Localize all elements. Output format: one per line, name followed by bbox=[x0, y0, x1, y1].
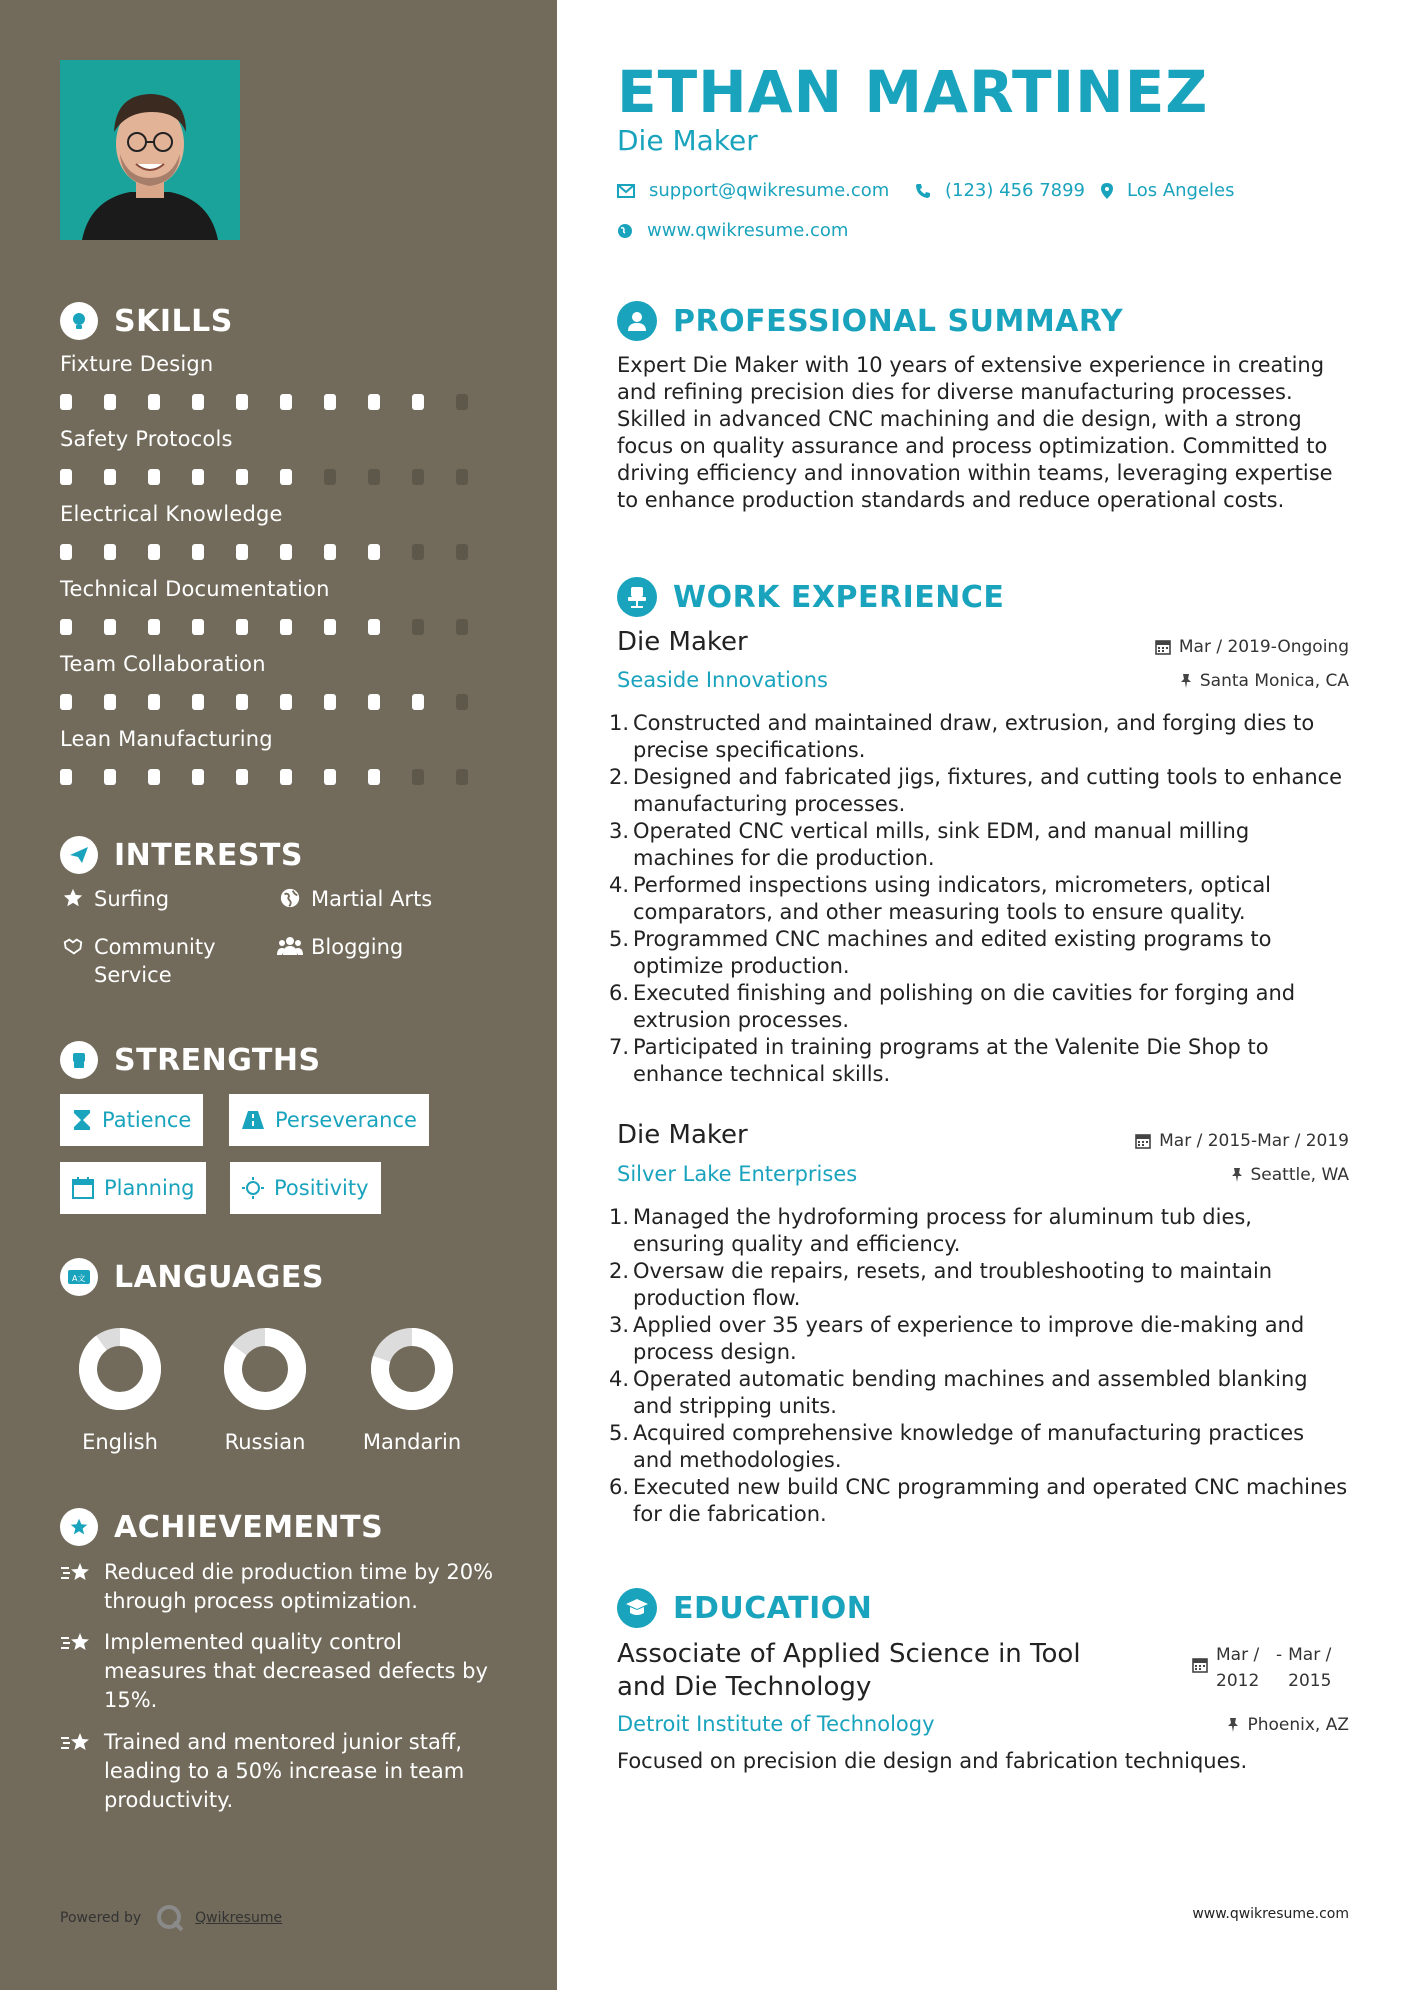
achievement-text: Implemented quality control measures that decreased defects by 15%. bbox=[104, 1630, 488, 1712]
job-location-text: Santa Monica, CA bbox=[1199, 671, 1349, 691]
rating-dot-filled bbox=[148, 469, 160, 485]
interest-item bbox=[60, 933, 244, 989]
rating-dot-filled bbox=[324, 544, 336, 560]
calendar-icon bbox=[1155, 639, 1171, 655]
date-separator: - bbox=[1276, 1645, 1283, 1665]
rating-dot-filled bbox=[280, 544, 292, 560]
powered-by bbox=[60, 1903, 282, 1933]
rating-dot-filled bbox=[192, 619, 204, 635]
education-end: Mar / 2015 bbox=[1288, 1645, 1332, 1691]
job-dates-text: Mar / 2019-Ongoing bbox=[1178, 637, 1349, 657]
rating-dot-filled bbox=[368, 769, 380, 785]
interests-heading-text: INTERESTS bbox=[114, 837, 303, 873]
rating-dot-filled bbox=[104, 619, 116, 635]
achievements-heading bbox=[60, 1508, 383, 1546]
education-degree: Associate of Applied Science in Tool and Die Technology bbox=[617, 1639, 1081, 1702]
paper-plane-icon bbox=[60, 836, 98, 874]
skills-heading-text: SKILLS bbox=[114, 303, 233, 339]
rating-dot-filled bbox=[60, 769, 72, 785]
skill-item bbox=[60, 352, 500, 410]
lightbulb-icon bbox=[60, 302, 98, 340]
education-dates bbox=[1192, 1642, 1342, 1694]
achievement-item bbox=[60, 1728, 500, 1815]
interest-item bbox=[277, 885, 461, 913]
summary-heading bbox=[617, 301, 1123, 341]
job-location-text: Seattle, WA bbox=[1250, 1165, 1349, 1185]
rating-dot-filled bbox=[60, 469, 72, 485]
job-title: Die Maker bbox=[617, 627, 748, 657]
rating-dot-filled bbox=[148, 394, 160, 410]
rating-dot-filled bbox=[324, 694, 336, 710]
job-location bbox=[1231, 1165, 1350, 1185]
achievement-text: Trained and mentored junior staff, leading to a 50% increase in team productivity. bbox=[104, 1730, 465, 1812]
skill-item bbox=[60, 727, 500, 785]
languages-heading-text: LANGUAGES bbox=[114, 1259, 324, 1295]
skill-name: Safety Protocols bbox=[60, 427, 233, 451]
rating-dot-empty bbox=[412, 469, 424, 485]
rating-dot-filled bbox=[148, 769, 160, 785]
interest-item bbox=[277, 933, 461, 961]
job-company: Silver Lake Enterprises bbox=[617, 1162, 858, 1186]
contact-location bbox=[1101, 180, 1235, 201]
rating-dot-filled bbox=[148, 694, 160, 710]
achievement-item bbox=[60, 1628, 500, 1715]
website-text: www.qwikresume.com bbox=[647, 220, 849, 241]
rating-dot-empty bbox=[456, 394, 468, 410]
rating-dot-filled bbox=[280, 469, 292, 485]
job-title: Die Maker bbox=[617, 1120, 748, 1150]
education-description: Focused on precision die design and fabrication techniques. bbox=[617, 1749, 1248, 1773]
rating-dot-filled bbox=[412, 394, 424, 410]
trophy-star-icon bbox=[60, 1508, 98, 1546]
achievement-item bbox=[60, 1558, 500, 1616]
rating-dot-empty bbox=[368, 469, 380, 485]
list-item: 7. Participated in training programs at the Valenite Die Shop to enhance technical skills. bbox=[608, 1035, 1269, 1086]
skill-name: Technical Documentation bbox=[60, 577, 330, 601]
education-school: Detroit Institute of Technology bbox=[617, 1712, 935, 1736]
strength-badge bbox=[60, 1162, 206, 1214]
rating-dot-empty bbox=[324, 469, 336, 485]
rating-dot-filled bbox=[104, 694, 116, 710]
interest-label: Martial Arts bbox=[311, 887, 433, 911]
shooting-star-icon bbox=[60, 1728, 104, 1815]
svg-text:A文: A文 bbox=[72, 1274, 86, 1283]
rating-dot-empty bbox=[456, 694, 468, 710]
language-item bbox=[60, 1326, 180, 1454]
education-heading bbox=[617, 1588, 872, 1628]
rating-dot-filled bbox=[192, 544, 204, 560]
rating-dot-filled bbox=[368, 619, 380, 635]
main-content bbox=[608, 0, 1349, 1990]
interests-heading bbox=[60, 836, 303, 874]
skill-item bbox=[60, 577, 500, 635]
skill-rating bbox=[60, 694, 500, 710]
star-icon bbox=[60, 885, 86, 909]
shooting-star-icon bbox=[60, 1558, 104, 1616]
pushpin-icon bbox=[1231, 1167, 1243, 1183]
rating-dot-filled bbox=[148, 544, 160, 560]
users-icon bbox=[277, 933, 303, 957]
strengths-heading bbox=[60, 1041, 321, 1079]
job-dates-text: Mar / 2015-Mar / 2019 bbox=[1159, 1131, 1349, 1151]
rating-dot-filled bbox=[60, 619, 72, 635]
rating-dot-filled bbox=[236, 619, 248, 635]
globe-icon bbox=[277, 885, 303, 909]
rating-dot-filled bbox=[324, 394, 336, 410]
map-marker-icon bbox=[1101, 183, 1113, 199]
experience-heading-text: WORK EXPERIENCE bbox=[673, 579, 1005, 615]
education-heading-text: EDUCATION bbox=[673, 1590, 873, 1626]
rating-dot-filled bbox=[324, 619, 336, 635]
rating-dot-empty bbox=[412, 619, 424, 635]
language-item bbox=[205, 1326, 325, 1454]
strength-badge bbox=[230, 1162, 381, 1214]
list-item: 6. Executed finishing and polishing on die cavities for forging and extrusion processes. bbox=[608, 981, 1296, 1032]
rating-dot-empty bbox=[456, 619, 468, 635]
profile-photo bbox=[60, 60, 240, 240]
portrait-image bbox=[60, 60, 240, 240]
job-location bbox=[1180, 671, 1349, 691]
skill-item bbox=[60, 502, 500, 560]
rating-dot-filled bbox=[60, 394, 72, 410]
rating-dot-filled bbox=[280, 619, 292, 635]
strength-label: Perseverance bbox=[275, 1108, 417, 1132]
pushpin-icon bbox=[1227, 1717, 1239, 1733]
hourglass-icon bbox=[72, 1109, 92, 1131]
rating-dot-filled bbox=[280, 694, 292, 710]
rating-dot-filled bbox=[104, 769, 116, 785]
education-location bbox=[1227, 1715, 1349, 1735]
strengths-heading-text: STRENGTHS bbox=[114, 1042, 321, 1078]
rating-dot-filled bbox=[104, 469, 116, 485]
list-item: 3. Applied over 35 years of experience to improve die-making and process design. bbox=[608, 1313, 1305, 1364]
rating-dot-filled bbox=[280, 769, 292, 785]
powered-by-text: Powered by bbox=[60, 1910, 142, 1926]
rating-dot-filled bbox=[236, 769, 248, 785]
list-item: 5. Acquired comprehensive knowledge of manufacturing practices and methodologies. bbox=[608, 1421, 1305, 1472]
road-icon bbox=[241, 1109, 265, 1131]
qwikresume-logo-icon bbox=[155, 1903, 185, 1933]
graduation-icon bbox=[617, 1588, 657, 1628]
interest-label: Blogging bbox=[311, 935, 404, 959]
pushpin-icon bbox=[1180, 673, 1192, 689]
list-item: 5. Programmed CNC machines and edited existing programs to optimize production. bbox=[608, 927, 1272, 978]
rating-dot-filled bbox=[280, 394, 292, 410]
interest-item bbox=[60, 885, 244, 913]
skill-rating bbox=[60, 394, 500, 410]
rating-dot-filled bbox=[192, 469, 204, 485]
candidate-name: ETHAN MARTINEZ bbox=[617, 58, 1209, 126]
list-item: 6. Executed new build CNC programming and operated CNC machines for die fabrication. bbox=[608, 1475, 1348, 1526]
language-label: English bbox=[82, 1430, 158, 1454]
list-item: 1. Managed the hydroforming process for aluminum tub dies, ensuring quality and efficiency. bbox=[608, 1205, 1252, 1256]
strength-label: Positivity bbox=[274, 1176, 369, 1200]
rating-dot-filled bbox=[368, 544, 380, 560]
sidebar bbox=[0, 0, 557, 1990]
strength-label: Planning bbox=[104, 1176, 195, 1200]
calendar-icon bbox=[1135, 1133, 1151, 1149]
location-text: Los Angeles bbox=[1127, 180, 1235, 201]
achievement-text: Reduced die production time by 20% through process optimization. bbox=[104, 1560, 494, 1613]
candidate-role: Die Maker bbox=[617, 124, 758, 157]
phone-icon bbox=[915, 183, 931, 199]
skill-name: Fixture Design bbox=[60, 352, 214, 376]
rating-dot-empty bbox=[456, 544, 468, 560]
email-text: support@qwikresume.com bbox=[649, 180, 890, 201]
strength-badge bbox=[229, 1094, 429, 1146]
rating-dot-filled bbox=[104, 394, 116, 410]
envelope-icon bbox=[617, 184, 635, 198]
interest-label: Surfing bbox=[94, 887, 170, 911]
translate-icon bbox=[60, 1258, 98, 1296]
list-item: 2. Oversaw die repairs, resets, and troubleshooting to maintain production flow. bbox=[608, 1259, 1273, 1310]
contact-email[interactable] bbox=[617, 180, 889, 201]
rating-dot-filled bbox=[324, 769, 336, 785]
contact-phone[interactable] bbox=[915, 180, 1085, 201]
contact-website[interactable] bbox=[617, 220, 848, 241]
rating-dot-empty bbox=[412, 769, 424, 785]
rating-dot-filled bbox=[236, 469, 248, 485]
skill-rating bbox=[60, 469, 500, 485]
user-icon bbox=[617, 301, 657, 341]
calendar-icon bbox=[72, 1177, 94, 1199]
language-ring bbox=[77, 1326, 163, 1412]
rating-dot-filled bbox=[192, 394, 204, 410]
language-item bbox=[352, 1326, 472, 1454]
rating-dot-filled bbox=[368, 394, 380, 410]
rating-dot-filled bbox=[236, 694, 248, 710]
education-start: Mar / 2012 bbox=[1216, 1645, 1260, 1691]
list-item: 4. Performed inspections using indicators, micrometers, optical comparators, and other measuring tools to ensure quality. bbox=[608, 873, 1272, 924]
job-responsibilities bbox=[608, 710, 1349, 1088]
rating-dot-empty bbox=[412, 544, 424, 560]
achievements-heading-text: ACHIEVEMENTS bbox=[114, 1509, 384, 1545]
sun-icon bbox=[242, 1177, 264, 1199]
rating-dot-filled bbox=[192, 694, 204, 710]
skill-name: Team Collaboration bbox=[60, 652, 266, 676]
rating-dot-filled bbox=[148, 619, 160, 635]
skill-item bbox=[60, 427, 500, 485]
rating-dot-filled bbox=[60, 544, 72, 560]
strength-badge bbox=[60, 1094, 203, 1146]
summary-heading-text: PROFESSIONAL SUMMARY bbox=[673, 303, 1124, 339]
skill-rating bbox=[60, 544, 500, 560]
rating-dot-filled bbox=[368, 694, 380, 710]
fist-icon bbox=[60, 1041, 98, 1079]
rating-dot-empty bbox=[456, 769, 468, 785]
rating-dot-empty bbox=[456, 469, 468, 485]
list-item: 1. Constructed and maintained draw, extrusion, and forging dies to precise specifications. bbox=[608, 711, 1315, 762]
job-dates bbox=[1135, 1131, 1349, 1151]
list-item: 4. Operated automatic bending machines and assembled blanking and stripping units. bbox=[608, 1367, 1308, 1418]
skill-name: Electrical Knowledge bbox=[60, 502, 283, 526]
footer-website[interactable]: www.qwikresume.com bbox=[1192, 1906, 1349, 1922]
strength-label: Patience bbox=[102, 1108, 192, 1132]
rating-dot-filled bbox=[236, 394, 248, 410]
phone-text: (123) 456 7899 bbox=[945, 180, 1086, 201]
language-ring bbox=[222, 1326, 308, 1412]
interest-label: Community Service bbox=[94, 935, 216, 987]
office-chair-icon bbox=[617, 577, 657, 617]
education-location-text: Phoenix, AZ bbox=[1247, 1715, 1349, 1735]
job-dates bbox=[1155, 637, 1349, 657]
calendar-icon bbox=[1192, 1657, 1208, 1673]
job-responsibilities bbox=[608, 1204, 1349, 1528]
rating-dot-filled bbox=[412, 694, 424, 710]
language-label: Mandarin bbox=[362, 1430, 462, 1454]
languages-heading bbox=[60, 1258, 324, 1296]
job-company: Seaside Innovations bbox=[617, 668, 828, 692]
rating-dot-filled bbox=[104, 544, 116, 560]
skill-rating bbox=[60, 619, 500, 635]
rating-dot-filled bbox=[60, 694, 72, 710]
language-label: Russian bbox=[224, 1430, 306, 1454]
skill-item bbox=[60, 652, 500, 710]
skill-name: Lean Manufacturing bbox=[60, 727, 273, 751]
rating-dot-filled bbox=[192, 769, 204, 785]
qwikresume-link[interactable]: Qwikresume bbox=[195, 1910, 283, 1926]
summary-text: Expert Die Maker with 10 years of extensive experience in creating and refining precision dies for diverse manufacturing processes. Skilled in advanced CNC machining and die design, with a strong focus on quality assurance and process optimization. Committed to driving efficiency and innovation within teams, leveraging expertise to enhance production standards and reduce operational costs. bbox=[617, 353, 1333, 512]
list-item: 3. Operated CNC vertical mills, sink EDM, and manual milling machines for die production. bbox=[608, 819, 1250, 870]
handshake-icon bbox=[60, 933, 86, 957]
skill-rating bbox=[60, 769, 500, 785]
experience-heading bbox=[617, 577, 1004, 617]
list-item: 2. Designed and fabricated jigs, fixtures, and cutting tools to enhance manufacturing processes. bbox=[608, 765, 1343, 816]
language-ring bbox=[369, 1326, 455, 1412]
shooting-star-icon bbox=[60, 1628, 104, 1715]
globe-icon bbox=[617, 223, 633, 239]
rating-dot-filled bbox=[236, 544, 248, 560]
skills-heading bbox=[60, 302, 233, 340]
